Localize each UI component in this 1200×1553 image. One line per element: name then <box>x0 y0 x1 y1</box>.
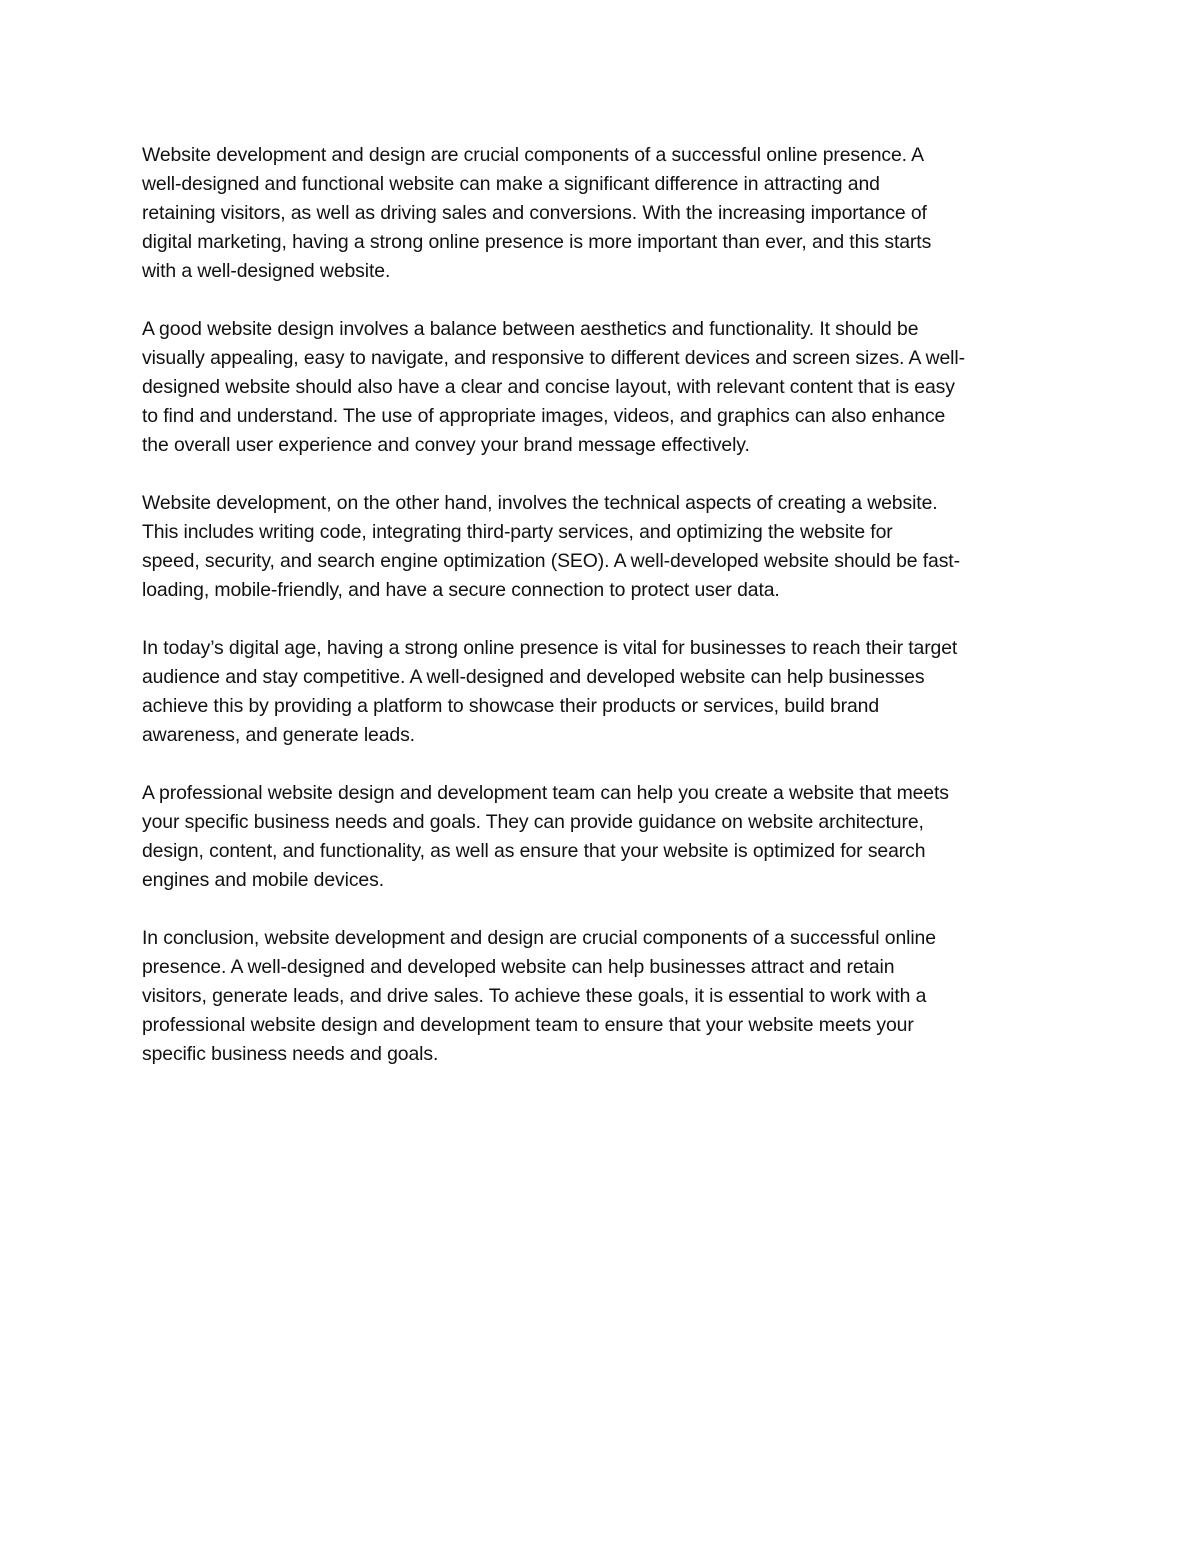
text-line: audience and stay competitive. A well-designed and developed website can help businesses <box>142 666 925 688</box>
text-line: with a well-designed website. <box>142 260 391 282</box>
paragraph-intro <box>142 141 1062 286</box>
text-line: to find and understand. The use of appropriate images, videos, and graphics can also enhance <box>142 405 946 427</box>
text-line: visually appealing, easy to navigate, and responsive to different devices and screen sizes. A well- <box>142 347 965 369</box>
text-line: achieve this by providing a platform to showcase their products or services, build brand <box>142 695 880 717</box>
text-line: designed website should also have a clear and concise layout, with relevant content that is easy <box>142 376 955 398</box>
text-line: This includes writing code, integrating third-party services, and optimizing the website for <box>142 521 893 543</box>
text-line: speed, security, and search engine optimization (SEO). A well-developed website should be fast- <box>142 550 960 572</box>
text-line: Website development, on the other hand, involves the technical aspects of creating a website. <box>142 492 938 514</box>
text-line: specific business needs and goals. <box>142 1043 439 1065</box>
paragraph-design <box>142 315 1062 460</box>
paragraph-digital-age <box>142 634 1062 750</box>
text-line: the overall user experience and convey your brand message effectively. <box>142 434 750 456</box>
text-line: Website development and design are crucial components of a successful online presence. A <box>142 144 925 166</box>
text-line: your specific business needs and goals. They can provide guidance on website architecture, <box>142 811 924 833</box>
text-line: loading, mobile-friendly, and have a secure connection to protect user data. <box>142 579 780 601</box>
text-line: presence. A well-designed and developed website can help businesses attract and retain <box>142 956 895 978</box>
text-line: design, content, and functionality, as well as ensure that your website is optimized for search <box>142 840 926 862</box>
text-line: well-designed and functional website can make a significant difference in attracting and <box>142 173 880 195</box>
paragraph-conclusion <box>142 924 1062 1069</box>
document-body <box>142 141 1062 1098</box>
text-line: awareness, and generate leads. <box>142 724 415 746</box>
text-line: A professional website design and development team can help you create a website that meets <box>142 782 949 804</box>
text-line: A good website design involves a balance between aesthetics and functionality. It should be <box>142 318 919 340</box>
text-line: professional website design and development team to ensure that your website meets your <box>142 1014 914 1036</box>
text-line: In today’s digital age, having a strong online presence is vital for businesses to reach their target <box>142 637 958 659</box>
text-line: In conclusion, website development and design are crucial components of a successful online <box>142 927 936 949</box>
text-line: digital marketing, having a strong online presence is more important than ever, and this starts <box>142 231 932 253</box>
text-line: retaining visitors, as well as driving sales and conversions. With the increasing importance of <box>142 202 927 224</box>
paragraph-development <box>142 489 1062 605</box>
text-line: visitors, generate leads, and drive sales. To achieve these goals, it is essential to work with a <box>142 985 927 1007</box>
paragraph-professional-team <box>142 779 1062 895</box>
text-line: engines and mobile devices. <box>142 869 384 891</box>
